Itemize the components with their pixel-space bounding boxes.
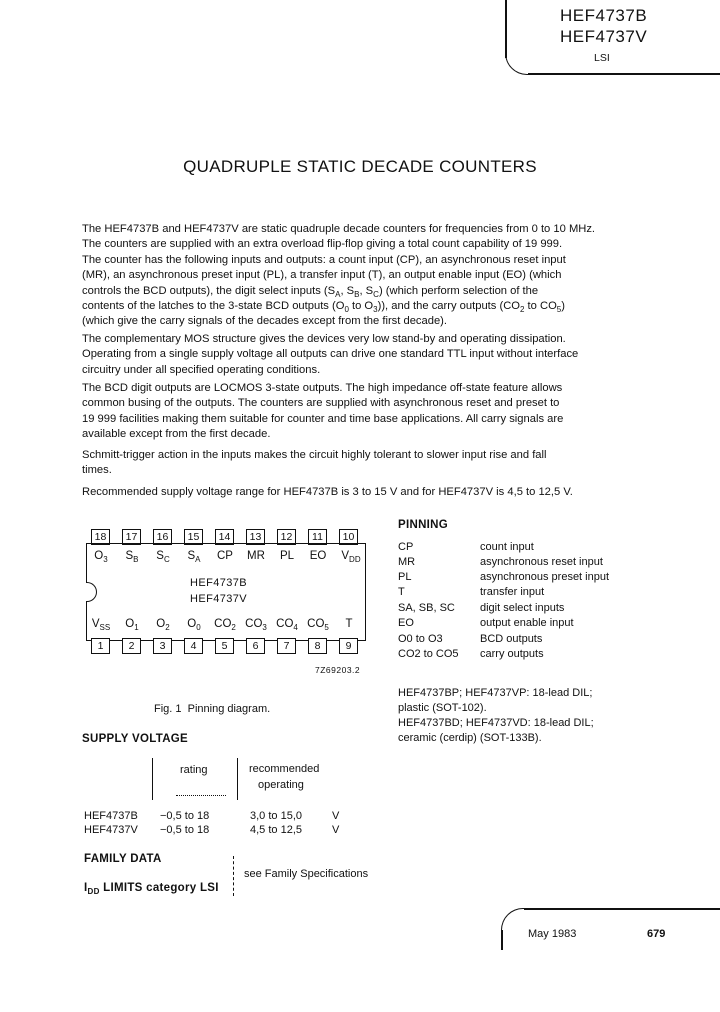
pin-symbol: T: [398, 586, 405, 598]
description-paragraph-1: [82, 222, 642, 330]
pin-symbol: EO: [398, 617, 414, 629]
pin-8: 8: [308, 638, 327, 654]
text-line: times.: [82, 464, 112, 477]
text-line: Schmitt-trigger action in the inputs makes the circuit highly tolerant to slower input rise and fall: [82, 449, 547, 461]
pin-11: 11: [308, 529, 327, 545]
pin-label-co4: $CO_4$: [276, 618, 298, 632]
pin-4: 4: [184, 638, 203, 654]
pin-description: asynchronous preset input: [480, 571, 610, 583]
pin-1: 1: [91, 638, 110, 654]
figure-caption: Fig. 1 Pinning diagram.: [154, 703, 271, 715]
pin-label-eo: EO: [309, 550, 327, 562]
pin-label-co3: $CO_3$: [245, 618, 267, 632]
footer-vertical-rule: [501, 930, 503, 950]
footer-date: May 1983: [528, 928, 577, 940]
pinning-heading: PINNING: [398, 519, 449, 531]
pin-label-sa: $S_A$: [187, 550, 201, 564]
supply-voltage-heading: SUPPLY VOLTAGE: [82, 733, 189, 745]
pin-description: output enable input: [480, 617, 574, 629]
package-info-1: [398, 686, 594, 746]
header-category: LSI: [594, 52, 610, 64]
idd-limits-heading: $I_{DD}$ LIMITS category LSI: [84, 882, 219, 896]
supply-row-rating: −0,5 to 18: [160, 810, 210, 822]
pin-16: 16: [153, 529, 172, 545]
header-corner-curve: [505, 50, 530, 75]
text-line: Recommended supply voltage range for HEF4737B is 3 to 15 V and for HEF4737V is 4,5 to 12,5 V.: [82, 486, 573, 498]
pin-label-vdd: $V_{DD}$: [341, 550, 361, 564]
pin-2: 2: [122, 638, 141, 654]
pin-14: 14: [215, 529, 234, 545]
pin-label-o2: $O_2$: [156, 618, 170, 632]
family-data-heading: FAMILY DATA: [84, 853, 162, 865]
footer-horizontal-rule: [524, 908, 720, 910]
header-part-number-2: HEF4737V: [560, 27, 648, 46]
text-line: available except from the first decade.: [82, 428, 271, 441]
text-line: (which give the carry signals of the decades except from the first decade).: [82, 315, 448, 328]
col-header-rating: rating: [180, 764, 208, 776]
col-header-recommended: recommended: [249, 763, 320, 775]
pin-label-co5: $CO_5$: [307, 618, 329, 632]
pin-label-pl: PL: [279, 550, 295, 562]
chip-name-1: HEF4737B: [190, 577, 248, 589]
pin-description: digit select inputs: [480, 602, 565, 614]
pin-18: 18: [91, 529, 110, 545]
text-fragment: controls the BCD outputs), the digit select inputs (S: [82, 284, 336, 297]
pin-label-sc: $S_C$: [156, 550, 170, 564]
text-line: common busing of the outputs. The counters are supplied with asynchronous reset and preset to: [82, 397, 560, 410]
pin-15: 15: [184, 529, 203, 545]
col-header-operating: operating: [258, 779, 304, 791]
supply-row-rating: −0,5 to 18: [160, 824, 210, 836]
supply-row-operating: 4,5 to 12,5: [250, 824, 302, 836]
page-title: QUADRUPLE STATIC DECADE COUNTERS: [183, 157, 537, 176]
pin-symbol: CP: [398, 541, 414, 553]
description-paragraph-4: [82, 448, 642, 479]
pin-9: 9: [339, 638, 358, 654]
figure-code: 7Z69203.2: [315, 665, 361, 675]
pin-description: count input: [480, 541, 534, 553]
text-line: ceramic (cerdip) (SOT-133B).: [398, 732, 542, 744]
pin-17: 17: [122, 529, 141, 545]
text-line: Operating from a single supply voltage all outputs can drive one standard TTL input without interface: [82, 348, 579, 361]
text-line: The BCD digit outputs are LOCMOS 3-state outputs. The high impedance off-state feature allows: [82, 382, 563, 394]
supply-table-vline-1: [152, 758, 153, 800]
description-paragraph-3: [82, 381, 642, 443]
supply-row-device: HEF4737B: [84, 810, 138, 822]
pin-label-co2: $CO_2$: [214, 618, 236, 632]
text-line: (MR), an asynchronous preset input (PL), a transfer input (T), an output enable input (EO) (which: [82, 269, 562, 282]
supply-table-dashes: [176, 795, 226, 796]
pin-3: 3: [153, 638, 172, 654]
pin-symbol: PL: [398, 571, 412, 583]
pin-description: carry outputs: [480, 648, 544, 660]
footer-corner-curve: [501, 908, 526, 933]
text-line: The complementary MOS structure gives the devices very low stand-by and operating dissipation.: [82, 333, 566, 345]
supply-row-unit: V: [332, 810, 340, 822]
text-fragment: contents of the latches to the 3-state BCD outputs (O: [82, 300, 345, 313]
family-spec-note: see Family Specifications: [244, 868, 369, 880]
pin-symbol: MR: [398, 556, 416, 568]
description-paragraph-2: [82, 332, 642, 378]
pin-label-sb: $S_B$: [125, 550, 139, 564]
text-line: The counter has the following inputs and outputs: a count input (CP), an asynchronous reset input: [82, 253, 566, 266]
pin-description: BCD outputs: [480, 633, 543, 645]
pin-description: transfer input: [480, 586, 545, 598]
text-line: HEF4737BD; HEF4737VD: 18-lead DIL;: [398, 717, 594, 729]
family-data-divider: [233, 856, 235, 896]
supply-row-device: HEF4737V: [84, 824, 138, 836]
description-paragraph-5: [82, 485, 642, 500]
pin-label-o3: $O_3$: [94, 550, 108, 564]
supply-row-unit: V: [332, 824, 340, 836]
pin-13: 13: [246, 529, 265, 545]
text-line: contents of the latches to the 3-state BCD outputs ($O_0$ to $O_3$)), and the carry outputs ($CO_2$ to $CO_5$): [82, 300, 565, 315]
text-line: 19 999 facilities making them suitable for counter and time base applications. All carry signals are: [82, 412, 564, 425]
page-number: 679: [647, 928, 666, 940]
text-line: The counters are supplied with an extra overload flip-flop giving a total count capability of 19 999.: [82, 238, 563, 251]
pin-symbol: O0 to O3: [398, 633, 443, 645]
pin-description: asynchronous reset input: [480, 556, 603, 568]
pin-symbol: CO2 to CO5: [398, 648, 459, 660]
header-horizontal-rule: [528, 73, 720, 75]
pin-label-o1: $O_1$: [125, 618, 139, 632]
supply-table-vline-2: [237, 758, 238, 800]
idd-limits-text: LIMITS category LSI: [103, 882, 219, 894]
pin-7: 7: [277, 638, 296, 654]
text-line: HEF4737BP; HEF4737VP: 18-lead DIL;: [398, 687, 593, 699]
text-line: plastic (SOT-102).: [398, 702, 487, 714]
pin-label-t: T: [345, 618, 353, 630]
text-line: The HEF4737B and HEF4737V are static quadruple decade counters for frequencies from 0 to 10 MHz.: [82, 223, 596, 235]
pin-label-mr: MR: [247, 550, 265, 562]
header-part-number-1: HEF4737B: [560, 6, 648, 25]
text-line: circuitry under all specified operating conditions.: [82, 363, 321, 376]
pin-12: 12: [277, 529, 296, 545]
chip-name-2: HEF4737V: [190, 593, 248, 605]
supply-row-operating: 3,0 to 15,0: [250, 810, 302, 822]
pin-10: 10: [339, 529, 358, 545]
pin-symbol: SA, SB, SC: [398, 602, 455, 614]
pin-label-o0: $O_0$: [187, 618, 201, 632]
pin-5: 5: [215, 638, 234, 654]
text-line: controls the BCD outputs), the digit select inputs ($S_A$, $S_B$, $S_C$) (which perform selection of the: [82, 284, 539, 299]
pin-label-vss: $V_{SS}$: [91, 618, 111, 632]
pin-6: 6: [246, 638, 265, 654]
chip-notch: [86, 582, 97, 602]
pin-label-cp: CP: [217, 550, 233, 562]
